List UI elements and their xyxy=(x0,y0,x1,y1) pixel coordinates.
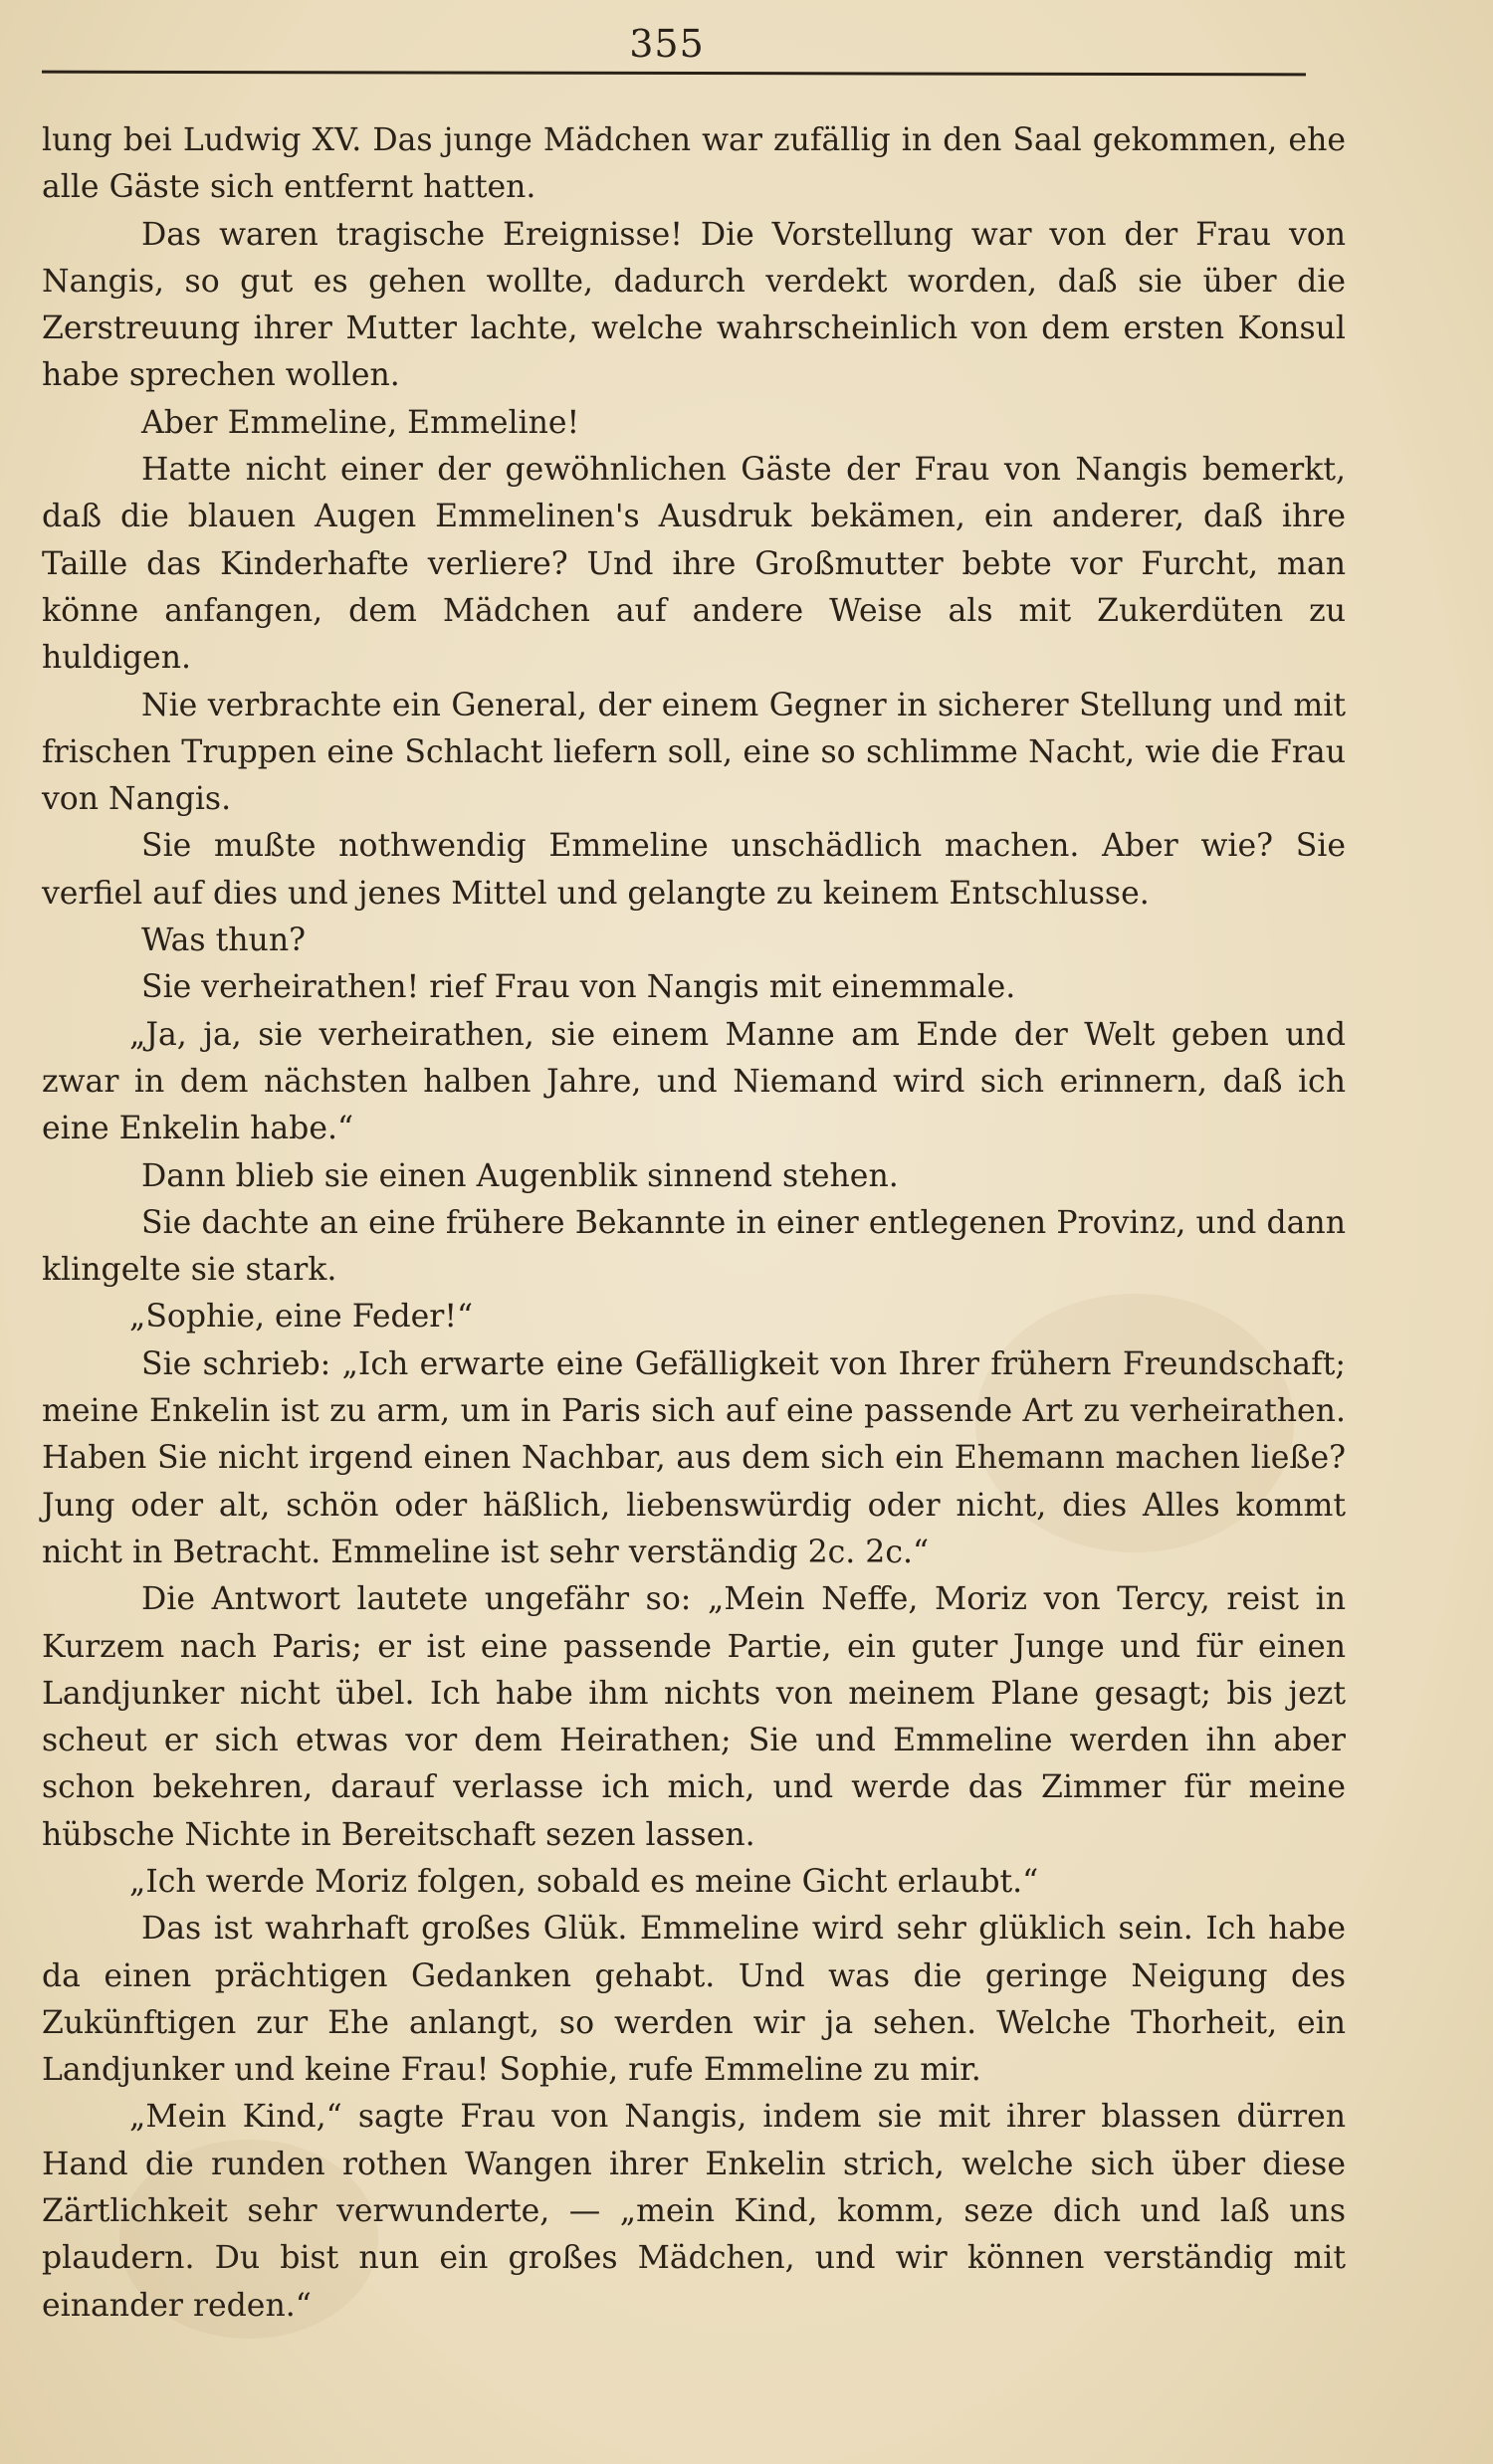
page-number: 355 xyxy=(629,22,705,66)
paragraph: Nie verbrachte ein General, der einem Gegner in sicherer Stellung und mit frischen Truppen eine Schlacht liefern soll, eine so schlimme Nacht, wie die Frau von Nangis. xyxy=(42,687,1346,818)
paragraph: „Sophie, eine Feder!“ xyxy=(129,1299,474,1335)
paragraph: lung bei Ludwig XV. Das junge Mädchen war zufällig in den Saal gekommen, ehe alle Gäste sich entfernt hatten. xyxy=(42,122,1346,206)
paragraph: Aber Emmeline, Emmeline! xyxy=(141,404,580,441)
paragraph: Sie verheirathen! rief Frau von Nangis mit einemmale. xyxy=(141,969,1016,1006)
paragraph: „Mein Kind,“ sagte Frau von Nangis, indem sie mit ihrer blassen dürren Hand die runden rothen Wangen ihrer Enkelin strich, welche sich über diese Zärtlichkeit sehr verwunderte, — „mein Kind, komm, seze dich und laß uns plaudern. Du bist nun ein großes Mädchen, und wir können verständig mit einander reden.“ xyxy=(42,2099,1346,2324)
paragraph: „Ja, ja, sie verheirathen, sie einem Manne am Ende der Welt geben und zwar in dem nächsten halben Jahre, und Niemand wird sich erinnern, daß ich eine Enkelin habe.“ xyxy=(42,1016,1346,1147)
body-text xyxy=(42,117,1346,2330)
paragraph: Dann blieb sie einen Augenblik sinnend stehen. xyxy=(141,1157,899,1194)
paragraph: Das waren tragische Ereignisse! Die Vorstellung war von der Frau von Nangis, so gut es gehen wollte, dadurch verdekt worden, daß sie über die Zerstreuung ihrer Mutter lachte, welche wahrscheinlich von dem ersten Konsul habe sprechen wollen. xyxy=(42,216,1346,394)
paragraph: Sie mußte nothwendig Emmeline unschädlich machen. Aber wie? Sie verfiel auf dies und jenes Mittel und gelangte zu keinem Entschlusse. xyxy=(42,828,1346,912)
paragraph: Was thun? xyxy=(141,923,307,959)
paragraph: Sie schrieb: „Ich erwarte eine Gefälligkeit von Ihrer frühern Freundschaft; meine Enkelin ist zu arm, um in Paris sich auf eine passende Art zu verheirathen. Haben Sie nicht irgend einen Nachbar, aus dem sich ein Ehemann machen ließe? Jung oder alt, schön oder häßlich, liebenswürdig oder nicht, dies Alles kommt nicht in Betracht. Emmeline ist sehr verständig 2c. 2c.“ xyxy=(42,1345,1346,1570)
paragraph: Sie dachte an eine frühere Bekannte in einer entlegenen Provinz, und dann klingelte sie stark. xyxy=(42,1204,1346,1289)
paragraph: Die Antwort lautete ungefähr so: „Mein Neffe, Moriz von Tercy, reist in Kurzem nach Paris; er ist eine passende Partie, ein guter Junge und für einen Landjunker nicht übel. Ich habe ihm nichts von meinem Plane gesagt; bis jezt scheut er sich etwas vor dem Heirathen; Sie und Emmeline werden ihn aber schon bekehren, darauf verlasse ich mich, und werde das Zimmer für meine hübsche Nichte in Bereitschaft sezen lassen. xyxy=(42,1581,1346,1853)
paragraph: „Ich werde Moriz folgen, sobald es meine Gicht erlaubt.“ xyxy=(129,1863,1039,1900)
paragraph: Das ist wahrhaft großes Glük. Emmeline wird sehr glüklich sein. Ich habe da einen prächtigen Gedanken gehabt. Und was die geringe Neigung des Zukünftigen zur Ehe anlangt, so werden wir ja sehen. Welche Thorheit, ein Landjunker und keine Frau! Sophie, rufe Emmeline zu mir. xyxy=(42,1911,1346,2089)
header-rule xyxy=(42,71,1306,77)
paragraph: Hatte nicht einer der gewöhnlichen Gäste der Frau von Nangis bemerkt, daß die blauen Augen Emmelinen's Ausdruk bekämen, ein anderer, daß ihre Taille das Kinderhafte verliere? Und ihre Großmutter bebte vor Furcht, man könne anfangen, dem Mädchen auf andere Weise als mit Zukerdüten zu huldigen. xyxy=(42,452,1346,677)
